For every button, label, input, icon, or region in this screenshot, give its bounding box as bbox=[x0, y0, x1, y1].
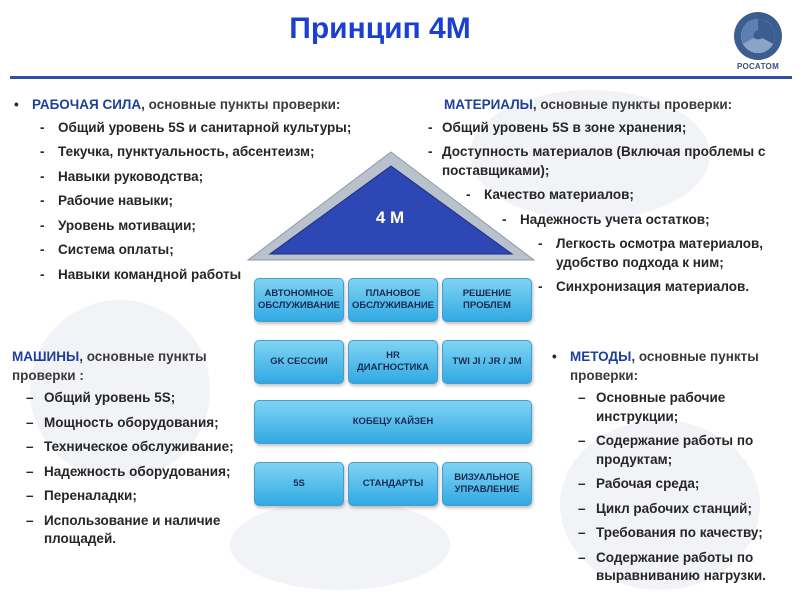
materials-heading-rest: , основные пункты проверки: bbox=[532, 97, 733, 112]
methods-heading-accent: МЕТОДЫ bbox=[570, 349, 632, 364]
house-box-problem-solving: РЕШЕНИЕ ПРОБЛЕМ bbox=[442, 278, 532, 322]
list-item: - Общий уровень 5S и санитарной культуры; bbox=[40, 119, 352, 135]
list-item: - Доступность материалов (Включая проблемы с поставщиками); bbox=[428, 144, 766, 178]
list-item: - Синхронизация материалов. bbox=[538, 279, 750, 294]
workforce-heading bbox=[14, 96, 364, 115]
methods-heading bbox=[552, 348, 798, 385]
workforce-heading-rest: , основные пункты проверки: bbox=[141, 97, 341, 112]
list-item: - Надежность учета остатков; bbox=[502, 211, 710, 227]
machines-heading-accent: МАШИНЫ bbox=[12, 349, 80, 364]
methods-heading-rest: , основные пункты проверки: bbox=[570, 349, 759, 383]
list-item: - Уровень мотивации; bbox=[40, 217, 196, 233]
list-item: - Общий уровень 5S в зоне хранения; bbox=[428, 119, 687, 135]
house-box-5s: 5S bbox=[254, 462, 344, 506]
workforce-heading-accent: РАБОЧАЯ СИЛА bbox=[32, 97, 142, 112]
title-divider bbox=[10, 76, 792, 79]
machines-block bbox=[12, 348, 248, 549]
list-item: - Система оплаты; bbox=[40, 242, 174, 257]
house-box-gk-sessions: GK СЕССИИ bbox=[254, 340, 344, 384]
roof-label: 4 М bbox=[375, 208, 405, 227]
bullet-marker: • bbox=[14, 97, 19, 112]
list-item: – Рабочая среда; bbox=[578, 476, 700, 491]
methods-block bbox=[552, 348, 798, 586]
materials-heading bbox=[420, 96, 798, 115]
background-shape bbox=[230, 500, 450, 590]
house-box-planned-maintenance: ПЛАНОВОЕ ОБСЛУЖИВАНИЕ bbox=[348, 278, 438, 322]
list-item: – Использование и наличие площадей. bbox=[26, 512, 221, 546]
materials-heading-accent: МАТЕРИАЛЫ bbox=[444, 97, 533, 112]
list-item: - Качество материалов; bbox=[466, 187, 634, 202]
list-item: - Легкость осмотра материалов, удобство подхода к ним; bbox=[538, 236, 764, 270]
house-box-standards: СТАНДАРТЫ bbox=[348, 462, 438, 506]
list-item: – Надежность оборудования; bbox=[26, 463, 231, 479]
logo-text: РОСАТОМ bbox=[736, 62, 780, 71]
list-item: – Основные рабочие инструкции; bbox=[578, 390, 726, 424]
machines-heading-rest: , основные пункты проверки : bbox=[12, 349, 207, 383]
list-item: - Текучка, пунктуальность, абсентеизм; bbox=[40, 144, 315, 159]
list-item: – Цикл рабочих станций; bbox=[578, 500, 752, 516]
house-box-hr-diagnostics: HR ДИАГНОСТИКА bbox=[348, 340, 438, 384]
house-box-autonomous-maintenance: АВТОНОМНОЕ ОБСЛУЖИВАНИЕ bbox=[254, 278, 344, 322]
list-item: - Навыки командной работы bbox=[40, 266, 242, 282]
house-box-kobetsu-kaizen: КОБЕЦУ КАЙЗЕН bbox=[254, 400, 532, 444]
list-item: – Общий уровень 5S; bbox=[26, 390, 176, 405]
bullet-marker: • bbox=[552, 349, 557, 364]
list-item: – Переналадки; bbox=[26, 488, 137, 503]
list-item: - Навыки руководства; bbox=[40, 168, 204, 184]
list-item: – Техническое обслуживание; bbox=[26, 439, 234, 454]
list-item: - Рабочие навыки; bbox=[40, 193, 174, 208]
house-box-twi: TWI JI / JR / JM bbox=[442, 340, 532, 384]
list-item: – Содержание работы по выравниванию нагрузки. bbox=[578, 549, 766, 583]
house-box-visual-management: ВИЗУАЛЬНОЕ УПРАВЛЕНИЕ bbox=[442, 462, 532, 506]
list-item: – Содержание работы по продуктам; bbox=[578, 433, 754, 467]
slide-title: Принцип 4М bbox=[289, 12, 471, 45]
list-item: – Требования по качеству; bbox=[578, 525, 763, 540]
house-roof bbox=[246, 150, 536, 262]
machines-heading bbox=[12, 348, 248, 385]
list-item: – Мощность оборудования; bbox=[26, 414, 219, 430]
